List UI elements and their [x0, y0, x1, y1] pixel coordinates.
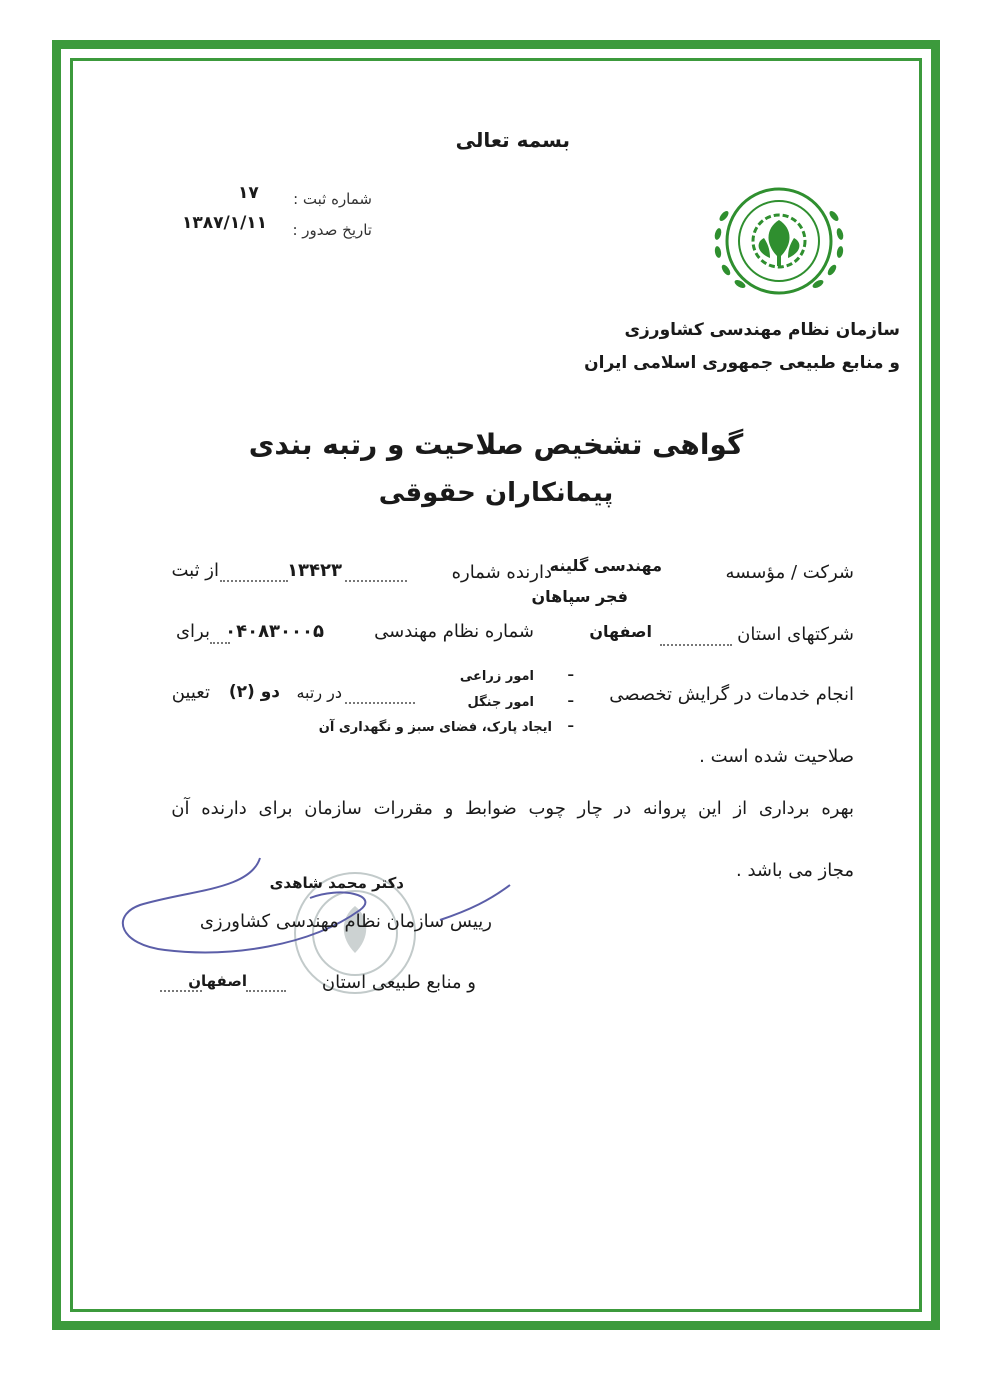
specialty-prefix: انجام خدمات در گرایش تخصصی [609, 684, 854, 705]
issue-date-value: ۱۳۸۷/۱/۱۱ [182, 213, 268, 233]
specialty-field-1: امور زراعی [459, 669, 534, 684]
competency-statement: صلاحیت شده است . [699, 746, 854, 767]
usage-paragraph-line2: مجاز می باشد . [736, 860, 854, 881]
dash: – [567, 694, 574, 709]
province-prefix: شرکتهای استان [737, 624, 854, 645]
dotted-line [345, 702, 415, 704]
usage-paragraph-line1: بهره برداری از این پروانه در چار چوب ضوابط و مقررات سازمان برای دارنده آن [171, 798, 854, 819]
signatory-name: دکتر محمد شاهدی [269, 874, 404, 892]
rank-value: دو (۲) [228, 682, 280, 702]
registration-number-value: ۱۷ [238, 183, 259, 203]
engineering-suffix: برای [175, 621, 210, 642]
rank-label: در رتبه [296, 683, 342, 702]
company-name-2: فجر سپاهان [531, 587, 628, 606]
issue-date-label: تاریخ صدور : [292, 221, 372, 239]
basmala: بسمه تعالی [455, 128, 570, 152]
organization-name-line2: و منابع طبیعی جمهوری اسلامی ایران [584, 353, 900, 373]
dash: – [567, 719, 574, 734]
holder-label: دارنده شماره [451, 562, 552, 583]
organization-name-line1: سازمان نظام مهندسی کشاورزی [624, 320, 900, 340]
certificate-title-line1: گواهی تشخیص صلاحیت و رتبه بندی [248, 428, 744, 461]
signatory-province: اصفهان [188, 972, 247, 990]
company-prefix: شرکت / مؤسسه [725, 562, 854, 583]
registration-number: ۱۳۴۲۳ [287, 560, 342, 581]
province-name: اصفهان [589, 622, 652, 641]
rank-suffix: تعیین [171, 682, 210, 703]
dotted-line [660, 644, 732, 646]
registration-number-label: شماره ثبت : [293, 190, 372, 208]
dotted-line [220, 580, 288, 582]
specialty-field-2: امور جنگل [467, 695, 534, 710]
registration-suffix: از ثبت [171, 560, 219, 581]
dotted-line [160, 990, 202, 992]
certificate-title-line2: پیمانکاران حقوقی [378, 478, 614, 508]
dotted-line [345, 580, 407, 582]
engineering-number-label: شماره نظام مهندسی [374, 621, 534, 642]
organization-seal-icon [704, 176, 854, 316]
dotted-line [246, 990, 286, 992]
dash: – [567, 668, 574, 683]
handwritten-signature-icon [110, 850, 590, 970]
signatory-title-line2: و منابع طبیعی استان [321, 972, 476, 993]
signatory-title-line1: رییس سازمان نظام مهندسی کشاورزی [199, 911, 492, 932]
specialty-field-3: ایجاد پارک، فضای سبز و نگهداری آن [318, 720, 552, 735]
dotted-line [210, 642, 230, 644]
engineering-number: ۰۴۰۸۳۰۰۰۵ [225, 621, 324, 642]
company-name-1: مهندسی گلینه [549, 556, 662, 575]
